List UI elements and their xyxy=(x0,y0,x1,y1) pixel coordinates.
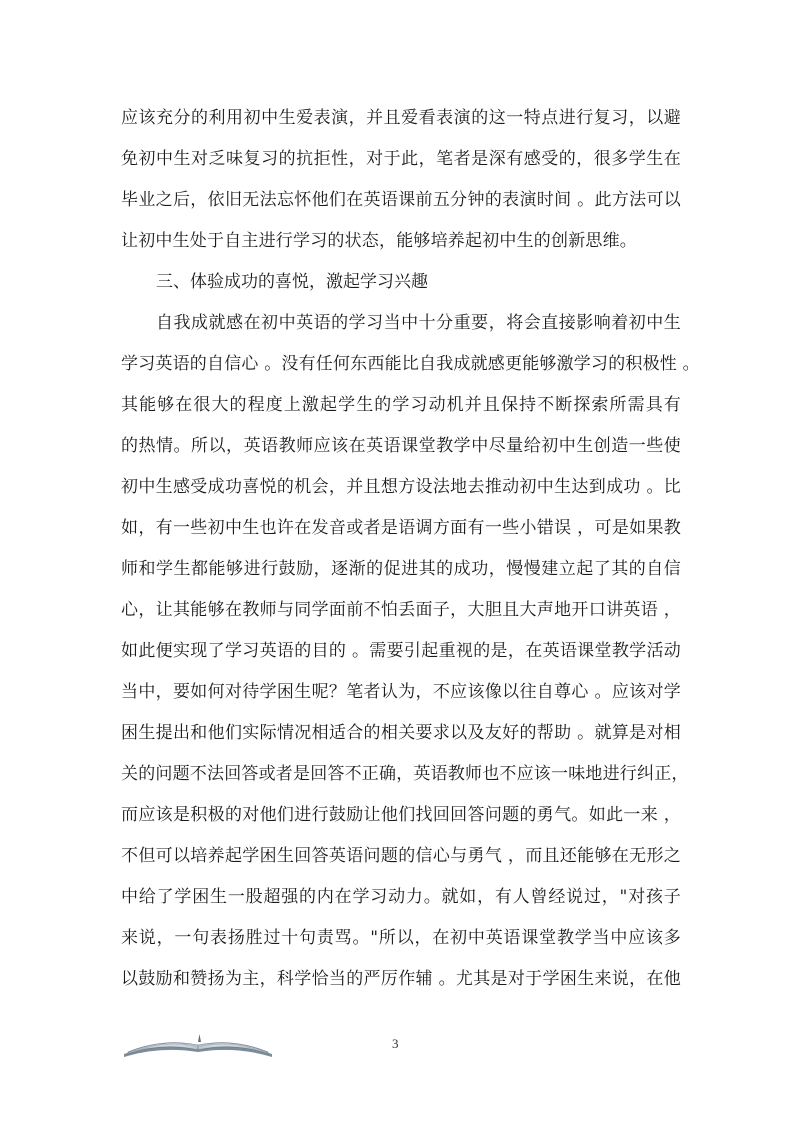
open-book-icon xyxy=(120,1028,276,1058)
body-text-line: 的热情。所以，英语教师应该在英语课堂教学中尽量给初中生创造一些使 xyxy=(121,436,681,456)
body-text-line: 如，有一些初中生也许在发音或者是语调方面有一些小错误 ，可是如果教 xyxy=(121,518,681,538)
body-text-line: 学习英语的自信心 。没有任何东西能比自我成就感更能够激学习的积极性 。 xyxy=(121,354,700,374)
body-text-line: 初中生感受成功喜悦的机会，并且想方设法地去推动初中生达到成功 。比 xyxy=(121,477,681,497)
body-text-line: 师和学生都能够进行鼓励，逐渐的促进其的成功，慢慢建立起了其的自信 xyxy=(121,559,681,579)
body-text-line: 应该充分的利用初中生爱表演，并且爱看表演的这一特点进行复习，以避 xyxy=(121,108,681,128)
section-heading: 三、体验成功的喜悦，激起学习兴趣 xyxy=(156,272,428,292)
body-text-line: 以鼓励和赞扬为主，科学恰当的严厉作辅 。尤其是对于学困生来说，在他 xyxy=(121,969,681,989)
body-text-line: 其能够在很大的程度上激起学生的学习动机并且保持不断探索所需具有 xyxy=(121,395,681,415)
body-text-line: 让初中生处于自主进行学习的状态，能够培养起初中生的创新思维。 xyxy=(121,231,637,251)
body-text-line: 毕业之后，依旧无法忘怀他们在英语课前五分钟的表演时间 。此方法可以 xyxy=(121,190,681,210)
body-text-line: 困生提出和他们实际情况相适合的相关要求以及友好的帮助 。就算是对相 xyxy=(121,723,681,743)
page-number: 3 xyxy=(392,1036,399,1051)
body-text-line: 关的问题不法回答或者是回答不正确，英语教师也不应该一味地进行纠正， xyxy=(121,764,689,784)
body-text-line: 自我成就感在初中英语的学习当中十分重要，将会直接影响着初中生 xyxy=(156,313,681,333)
body-text-line: 中给了学困生一股超强的内在学习动力。就如，有人曾经说过，"对孩子 xyxy=(121,887,681,907)
body-text-line: 不但可以培养起学困生回答英语问题的信心与勇气 ，而且还能够在无形之 xyxy=(121,846,681,866)
body-text-line: 免初中生对乏味复习的抗拒性，对于此，笔者是深有感受的，很多学生在 xyxy=(121,149,681,169)
body-text-line: 当中，要如何对待学困生呢？笔者认为，不应该像以往自尊心 。应该对学 xyxy=(121,682,681,702)
body-text-line: 来说，一句表扬胜过十句责骂。"所以，在初中英语课堂教学当中应该多 xyxy=(121,928,681,948)
body-text-line: 如此便实现了学习英语的目的 。需要引起重视的是，在英语课堂教学活动 xyxy=(121,641,681,661)
body-text-line: 心，让其能够在教师与同学面前不怕丢面子，大胆且大声地开口讲英语 ， xyxy=(121,600,681,620)
body-text-line: 而应该是积极的对他们进行鼓励让他们找回回答问题的勇气。如此一来 ， xyxy=(121,805,681,825)
